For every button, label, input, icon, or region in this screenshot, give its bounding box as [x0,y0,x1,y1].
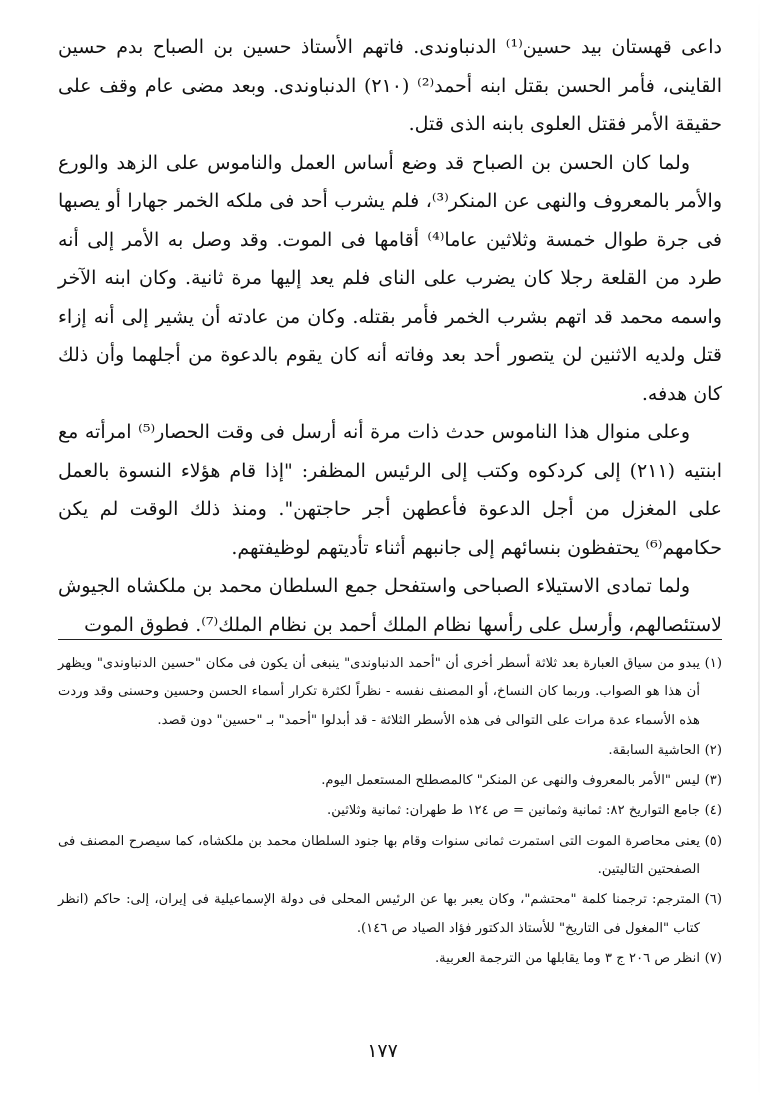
paragraph-1: داعى قهستان بيد حسين⁽¹⁾ الدنباوندى. فاتهم الأستاذ حسين بن الصباح بدم حسين القاينى، فأمر الحسن بقتل ابنه أحمد⁽²⁾ (٢١٠) الدنباوندى. وبعد مضى عام وقف على حقيقة الأمر فقتل العلوى بابنه الذى قتل. [58,36,722,135]
footnote-text: انظر ص ٢٠٦ ج ٣ وما يقابلها من الترجمة العربية. [434,950,700,966]
footnotes [58,650,722,975]
scan-edge [758,0,760,1100]
footnote-5 [58,828,722,885]
footnote-7 [58,945,722,973]
footnote-divider [58,639,722,640]
footnote-text: يبدو من سياق العبارة بعد ثلاثة أسطر أخرى أن "أحمد الدنباوندى" ينبغى أن يكون فى مكان "حسين الدنباوندى" ويظهر أن هذا هو الصواب. وربما كان النساخ، أو المصنف نفسه - نظراً لكثرة تكرار أسماء الحسن وحسين وحسنى وقد وردت هذه الأسماء عدة مرات على التوالى فى هذه الأسطر الثلاثة - قد أبدلوا "أحمد" بـ "حسين" دون قصد. [58,656,700,728]
footnote-number: (٧) [704,950,722,966]
footnote-number: (١) [704,656,722,671]
footnote-6 [58,886,722,943]
footnote-4 [58,797,722,825]
footnote-1 [58,650,722,735]
footnote-number: (٢) [704,742,722,758]
footnote-number: (٥) [704,833,722,849]
paragraph-3: وعلى منوال هذا الناموس حدث ذات مرة أنه أرسل فى وقت الحصار⁽⁵⁾ امرأته مع ابنتيه (٢١١) إلى كردكوه وكتب إلى الرئيس المظفر: "إذا قام هؤلاء النسوة بالعمل على المغزل من أجل الدعوة فأعطهن أجر حاجتهن". ومنذ ذلك الوقت لم يكن حكامهم⁽⁶⁾ يحتفظون بنسائهم إلى جانبهم أثناء تأديتهم لوظيفتهم. [58,421,722,559]
paragraph-4: ولما تمادى الاستيلاء الصباحى واستفحل جمع السلطان محمد بن ملكشاه الجيوش لاستئصالهم، وأرسل على رأسها نظام الملك أحمد بن نظام الملك⁽⁷⁾. فطوق الموت [58,575,722,636]
footnote-3 [58,767,722,795]
paragraph-2: ولما كان الحسن بن الصباح قد وضع أساس العمل والناموس على الزهد والورع والأمر بالمعروف والنهى عن المنكر⁽³⁾، فلم يشرب أحد فى ملكه الخمر جهارا أو يصبها فى جرة طوال خمسة وثلاثين عاما⁽⁴⁾ أقامها فى الموت. وقد وصل به الأمر إلى أنه طرد من القلعة رجلا كان يضرب على الناى فلم يعد إليها مرة ثانية. وكان ابنه الآخر واسمه محمد قد اتهم بشرب الخمر فأمر بقتله. وكان من عادته أن يشير إلى أنه إزاء قتل ولديه الاثنين لن يتصور أحد بعد وفاته أنه كان يقوم بالدعوة من أجلهما وأن ذلك كان هدفه. [58,151,723,405]
footnote-2 [58,737,722,765]
footnote-text: ليس "الأمر بالمعروف والنهى عن المنكر" كالمصطلح المستعمل اليوم. [321,773,700,789]
page-number: ١٧٧ [367,1040,398,1062]
footnote-text: جامع التواريخ ٨٢: ثمانية وثمانين = ص ١٢٤ ط طهران: ثمانية وثلاثين. [327,803,700,819]
footnote-number: (٤) [704,803,722,819]
footnote-number: (٣) [704,773,722,789]
footnote-text: الحاشية السابقة. [608,742,700,758]
main-text [58,28,722,644]
footnote-number: (٦) [704,892,722,908]
footnote-text: يعنى محاصرة الموت التى استمرت ثمانى سنوات وقام بها جنود السلطان محمد بن ملكشاه، كما سيصرح المصنف فى الصفحتين التاليتين. [58,833,700,878]
footnote-text: المترجم: ترجمنا كلمة "محتشم"، وكان يعبر بها عن الرئيس المحلى فى دولة الإسماعيلية فى إيران، إلى: حاكم (انظر كتاب "المغول فى التاريخ" للأستاذ الدكتور فؤاد الصياد ص ١٤٦). [58,892,700,936]
